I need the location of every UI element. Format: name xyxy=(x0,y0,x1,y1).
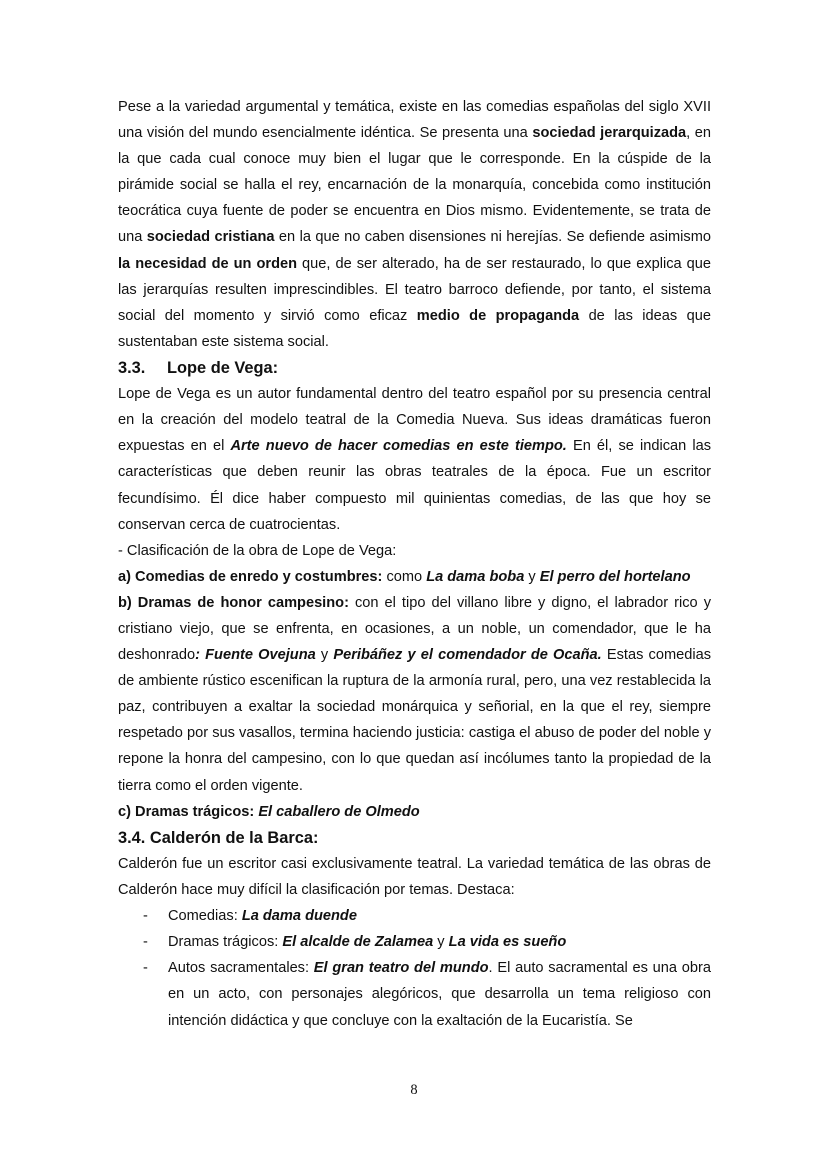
text-run: como xyxy=(382,568,427,585)
category-label: a) Comedias de enredo y costumbres: xyxy=(118,568,383,585)
calderon-works-list xyxy=(118,903,711,1033)
text-run: y xyxy=(524,568,540,585)
bold-term: medio de propaganda xyxy=(416,307,580,324)
text-run: en la que no caben disensiones ni herejías. Se defiende asimismo xyxy=(274,229,711,246)
text-run: En él, se indican las características que deben reunir las obras teatrales de la época. Fue un escritor fecundísimo. Él dice haber compuesto mil quinientas comedias, de las que hoy se conservan cerca de cuatrocientas. xyxy=(118,438,711,533)
text-run: , en la que cada cual conoce muy bien el lugar que le corresponde. En la cúspide de la pirámide social se halla el rey, encarnación de la monarquía, concebida como institución teocrática cuya fuente de poder se encuentra en Dios mismo. Evidentemente, se trata de una xyxy=(118,125,712,246)
work-title: Fuente Ovejuna xyxy=(199,647,316,664)
list-dash: - xyxy=(143,908,148,925)
page-body xyxy=(118,94,711,1034)
text-run: de las ideas que sustentaban este sistema social. xyxy=(118,307,711,350)
list-label: Autos sacramentales: xyxy=(168,960,314,977)
text-run: que, de ser alterado, ha de ser restaurado, lo que explica que las jerarquías resulten imprescindibles. El teatro barroco defiende, por tanto, el sistema social del momento y sirvió como eficaz xyxy=(118,255,712,324)
calderon-intro-paragraph: Calderón fue un escritor casi exclusivamente teatral. La variedad temática de las obras de Calderón hace muy difícil la clasificación por temas. Destaca: xyxy=(118,855,711,899)
work-title: El perro del hortelano xyxy=(539,568,691,585)
list-label: Comedias: xyxy=(168,908,242,925)
text-run: Lope de Vega es un autor fundamental dentro del teatro español por su presencia central en la creación del modelo teatral de la Comedia Nueva. Sus ideas dramáticas fueron expuestas en el xyxy=(118,386,711,455)
work-title: Peribáñez y el comendador de Ocaña. xyxy=(333,647,602,664)
lope-category-a xyxy=(118,564,711,590)
classification-line: - Clasificación de la obra de Lope de Vega: xyxy=(118,542,397,559)
category-label: c) Dramas trágicos: xyxy=(118,803,259,820)
work-title: La vida es sueño xyxy=(448,934,567,951)
list-dash: - xyxy=(143,934,148,951)
list-dash: - xyxy=(143,960,148,977)
text-run: Pese a la variedad argumental y temática, existe en las comedias españolas del siglo XVII una visión del mundo esencialmente idéntica. Se presenta una xyxy=(118,99,711,142)
section-number: 3.3. xyxy=(118,358,146,377)
list-label: Dramas trágicos: xyxy=(168,934,283,951)
text-run: con el tipo del villano libre y digno, el labrador rico y cristiano viejo, que se enfrenta, en ocasiones, a un noble, un comendador, que le ha deshonrado xyxy=(118,594,711,664)
text-run: y xyxy=(433,934,449,951)
list-item xyxy=(118,929,711,955)
text-run: y xyxy=(315,647,334,664)
work-title: El alcalde de Zalamea xyxy=(282,934,434,951)
category-label: b) Dramas de honor campesino: xyxy=(118,594,349,611)
text-run: Estas comedias de ambiente rústico escenifican la ruptura de la armonía rural, pero, una vez restablecida la paz, contribuyen a exaltar la sociedad monárquica y señorial, en la que el rey, siempre respetado por sus vasallos, termina haciendo justicia: castiga el abuso de poder del noble y repone la honra del campesino, con lo que quedan así incólumes tanto la propiedad de la tierra como el orden vigente. xyxy=(118,647,712,794)
list-item xyxy=(118,955,711,1033)
lope-category-b xyxy=(118,590,711,799)
intro-paragraph xyxy=(118,94,711,355)
work-title: La dama duende xyxy=(241,908,357,925)
section-heading-lope xyxy=(118,355,711,381)
section-heading-calderon: 3.4. Calderón de la Barca: xyxy=(118,828,319,847)
list-item xyxy=(118,903,711,929)
lope-category-c xyxy=(118,799,711,825)
section-title: Lope de Vega: xyxy=(167,358,279,377)
page-number: 8 xyxy=(410,1082,418,1098)
bold-term: la necesidad de un orden xyxy=(118,255,298,272)
work-title: La dama boba xyxy=(426,568,525,585)
text-run: : xyxy=(195,647,200,664)
lope-intro-paragraph xyxy=(118,381,711,538)
work-title: El caballero de Olmedo xyxy=(258,803,420,820)
bold-term: sociedad jerarquizada xyxy=(532,125,687,142)
work-title: El gran teatro del mundo xyxy=(313,960,489,977)
text-run: . El auto sacramental es una obra en un acto, con personajes alegóricos, que desarrolla un tema religioso con intención didáctica y que concluye con la exaltación de la Eucaristía. Se xyxy=(168,960,711,1029)
bold-term: sociedad cristiana xyxy=(146,229,275,246)
work-title: Arte nuevo de hacer comedias en este tiempo. xyxy=(230,438,567,455)
